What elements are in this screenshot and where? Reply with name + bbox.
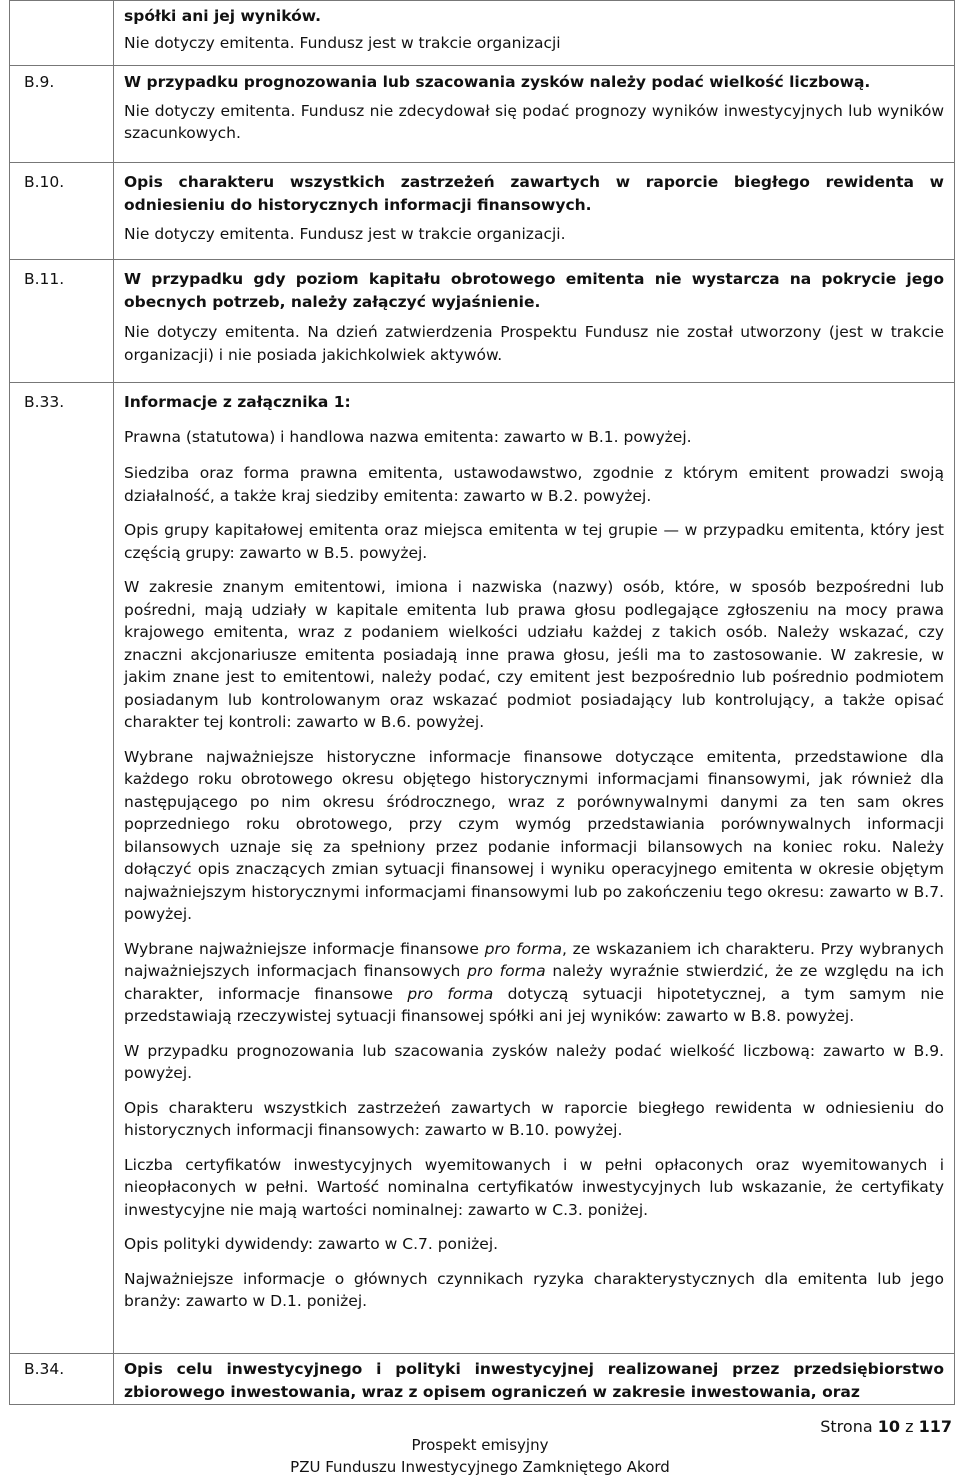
row-answer: Nie dotyczy emitenta. Fundusz jest w trakcie organizacji (124, 33, 561, 52)
table-row (10, 66, 955, 163)
page-label: Strona (820, 1417, 873, 1436)
text-span: , ze wskazaniem ich charakteru. Przy wybranych najważniejszych informacjach finansowych (124, 939, 944, 980)
content-cell (114, 163, 955, 260)
code-cell (10, 1, 114, 66)
summary-table (9, 0, 955, 1405)
paragraph: Siedziba oraz forma prawna emitenta, ustawodawstwo, zgodnie z którym emitent prowadzi swoją działalność, a także kraj siedziby emitenta: zawarto w B.2. powyżej. (124, 464, 944, 505)
table-row (10, 1, 955, 66)
page-current: 10 (877, 1417, 900, 1436)
row-heading: Informacje z załącznika 1: (124, 393, 351, 411)
code-cell (10, 1354, 114, 1405)
text-span: Wybrane najważniejsze informacje finansowe (124, 939, 485, 958)
paragraph: Opis charakteru wszystkich zastrzeżeń zawartych w raporcie biegłego rewidenta w odniesieniu do historycznych informacji finansowych: zawarto w B.10. powyżej. (124, 1098, 944, 1139)
table-row (10, 163, 955, 260)
code-cell (10, 383, 114, 1354)
row-code: B.11. (24, 270, 65, 288)
content-cell (114, 1354, 955, 1405)
paragraph (124, 938, 944, 1028)
paragraph: Najważniejsze informacje o głównych czynnikach ryzyka charakterystycznych dla emitenta lub jego branży: zawarto w D.1. poniżej. (124, 1269, 944, 1310)
content-cell (114, 66, 955, 163)
row-answer: Nie dotyczy emitenta. Fundusz nie zdecydował się podać prognozy wyników inwestycyjnych lub wyników szacunkowych. (124, 101, 944, 142)
paragraph: Wybrane najważniejsze historyczne informacje finansowe dotyczące emitenta, przedstawione dla każdego roku obrotowego okresu objętego historycznymi informacjami finansowymi, jak również dla następującego po nim okresu śródrocznego, wraz z porównywalnymi danymi za ten sam okres poprzedniego roku obrotowego, przy czym wymóg przedstawiania porównywalnych informacji bilansowych uznaje się za spełniony przez podanie informacji bilansowych na koniec roku. Należy dołączyć opis znaczących zmian sytuacji finansowej i wyniku operacyjnego emitenta w okresie objętym najważniejszym historycznymi informacjami finansowymi lub po zakończeniu tego okresu: zawarto w B.7. powyżej. (124, 747, 944, 923)
row-heading: spółki ani jej wyników. (124, 7, 322, 25)
table-row (10, 260, 955, 383)
page-of: z (905, 1417, 914, 1436)
row-heading: W przypadku prognozowania lub szacowania zysków należy podać wielkość liczbową. (124, 73, 871, 91)
row-heading: Opis charakteru wszystkich zastrzeżeń zawartych w raporcie biegłego rewidenta w odniesieniu do historycznych informacji finansowych. (124, 173, 944, 214)
row-answer: Nie dotyczy emitenta. Na dzień zatwierdzenia Prospektu Fundusz nie został utworzony (jest w trakcie organizacji) i nie posiada jakichkolwiek aktywów. (124, 323, 944, 364)
table-row (10, 383, 955, 1354)
paragraph: Opis grupy kapitałowej emitenta oraz miejsca emitenta w tej grupie — w przypadku emitenta, który jest częścią grupy: zawarto w B.5. powyżej. (124, 521, 944, 562)
code-cell (10, 163, 114, 260)
page-number (820, 1417, 952, 1436)
row-code: B.33. (24, 393, 65, 411)
footer-title: Prospekt emisyjny (411, 1436, 549, 1454)
text-span: należy wyraźnie stwierdzić, że ze względu na ich charakter, informacje finansowe (124, 962, 945, 1003)
code-cell (10, 66, 114, 163)
row-answer: Nie dotyczy emitenta. Fundusz jest w trakcie organizacji. (124, 225, 566, 243)
row-heading: Opis celu inwestycyjnego i polityki inwestycyjnej realizowanej przez przedsiębiorstwo zbiorowego inwestowania, wraz z opisem ograniczeń w zakresie inwestowania, oraz (124, 1360, 944, 1401)
italic-term: pro forma (484, 939, 562, 958)
content-cell (114, 260, 955, 383)
text-span: dotyczą sytuacji hipotetycznej, a tym samym nie przedstawiają rzeczywistej sytuacji finansowej spółki ani jej wyników: zawarto w B.8. powyżej. (124, 984, 945, 1025)
row-code: B.9. (24, 73, 55, 91)
row-heading: W przypadku gdy poziom kapitału obrotowego emitenta nie wystarcza na pokrycie jego obecnych potrzeb, należy załączyć wyjaśnienie. (124, 270, 944, 311)
paragraph: Liczba certyfikatów inwestycyjnych wyemitowanych i w pełni opłaconych oraz wyemitowanych i nieopłaconych w pełni. Wartość nominalna certyfikatów inwestycyjnych lub wskazanie, że certyfikaty inwestycyjne nie mają wartości nominalnej: zawarto w C.3. poniżej. (124, 1155, 944, 1219)
footer-subtitle: PZU Funduszu Inwestycyjnego Zamkniętego Akord (290, 1458, 670, 1476)
table-row (10, 1354, 955, 1405)
paragraph: Prawna (statutowa) i handlowa nazwa emitenta: zawarto w B.1. powyżej. (124, 427, 692, 446)
italic-term: pro forma (467, 962, 546, 980)
code-cell (10, 260, 114, 383)
paragraph: Opis polityki dywidendy: zawarto w C.7. poniżej. (124, 1235, 499, 1253)
content-cell (114, 383, 955, 1354)
italic-term: pro forma (407, 984, 494, 1003)
paragraph: W przypadku prognozowania lub szacowania zysków należy podać wielkość liczbową: zawarto w B.9. powyżej. (124, 1041, 944, 1082)
row-code: B.10. (24, 173, 65, 191)
page-total: 117 (918, 1417, 952, 1436)
row-code: B.34. (24, 1360, 65, 1378)
content-cell (114, 1, 955, 66)
paragraph: W zakresie znanym emitentowi, imiona i nazwiska (nazwy) osób, które, w sposób bezpośredni lub pośredni, mają udziały w kapitale emitenta lub prawa głosu podlegające zgłoszeniu na mocy prawa krajowego emitenta, wraz z podaniem wielkości udziału każdej z takich osób. Należy wskazać, czy znaczni akcjonariusze emitenta posiadają inne prawa głosu, jeśli ma to zastosowanie. W zakresie, w jakim znane jest to emitentowi, należy podać, czy emitent jest bezpośrednio lub pośrednio podmiotem posiadanym lub kontrolowanym oraz wskazać podmiot posiadający lub kontrolujący, a także opisać charakter tej kontroli: zawarto w B.6. powyżej. (124, 578, 944, 731)
